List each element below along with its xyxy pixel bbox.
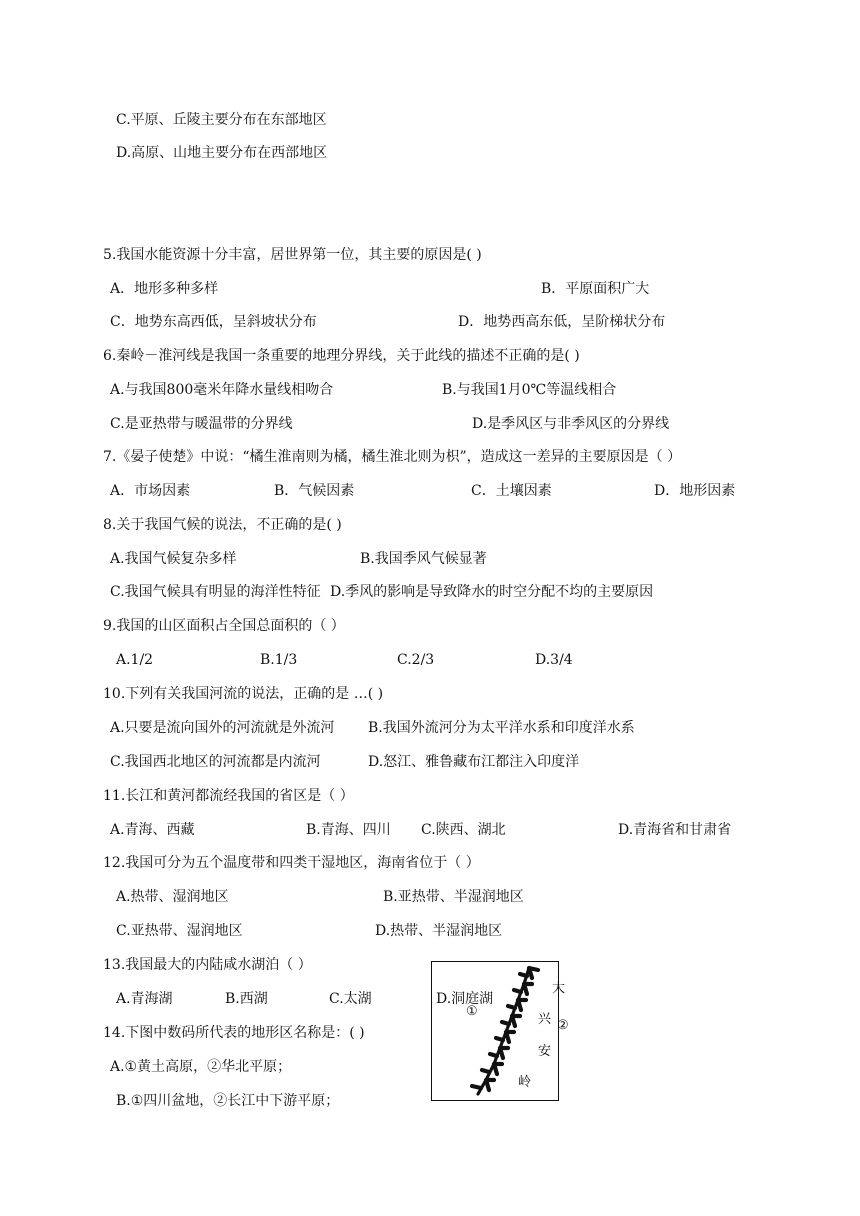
q14-option-a: A.①黄土高原，②华北平原； [110, 1059, 292, 1075]
q10-stem: 10.下列有关我国河流的说法，正确的是 …( ) [103, 686, 384, 702]
map-label-xing: 兴 [538, 1012, 552, 1027]
q8-stem: 8.关于我国气候的说法，不正确的是( ) [103, 517, 342, 533]
q8-option-a: A.我国气候复杂多样 [110, 551, 237, 567]
q7-option-c: C．土壤因素 [471, 483, 552, 499]
q8-option-c: C.我国气候具有明显的海洋性特征 [110, 584, 321, 600]
q13-option-c: C.太湖 [329, 991, 372, 1007]
q10-option-a: A.只要是流向国外的河流就是外流河 [110, 720, 335, 736]
q7-option-b: B．气候因素 [274, 483, 355, 499]
q9-option-d: D.3/4 [535, 652, 573, 668]
q14-stem: 14.下图中数码所代表的地形区名称是：( ) [103, 1025, 365, 1041]
q12-option-a: A.热带、湿润地区 [116, 889, 229, 905]
map-mark-1: ① [466, 1004, 478, 1019]
q4-option-c: C.平原、丘陵主要分布在东部地区 [116, 112, 327, 128]
q5-option-d: D．地势西高东低，呈阶梯状分布 [458, 314, 666, 330]
q7-stem: 7.《晏子使楚》中说：“橘生淮南则为橘，橘生淮北则为枳”，造成这一差异的主要原因是（ ） [103, 449, 682, 465]
q10-option-b: B.我国外流河分为太平洋水系和印度洋水系 [368, 720, 635, 736]
q11-option-c: C.陕西、湖北 [421, 822, 506, 838]
q5-option-c: C．地势东高西低，呈斜坡状分布 [110, 314, 317, 330]
q11-option-d: D.青海省和甘肃省 [618, 822, 732, 838]
q6-option-d: D.是季风区与非季风区的分界线 [472, 416, 670, 432]
q5-option-b: B．平原面积广大 [541, 281, 650, 297]
q10-option-d: D.怒江、雅鲁藏布江都注入印度洋 [368, 754, 580, 770]
q6-option-c: C.是亚热带与暖温带的分界线 [110, 416, 293, 432]
q7-option-a: A．市场因素 [110, 483, 191, 499]
mountain-range-symbol [432, 962, 560, 1102]
q8-option-d: D.季风的影响是导致降水的时空分配不均的主要原因 [330, 584, 654, 600]
q14-option-b: B.①四川盆地，②长江中下游平原； [116, 1093, 340, 1109]
q10-option-c: C.我国西北地区的河流都是内流河 [110, 754, 321, 770]
q8-option-b: B.我国季风气候显著 [360, 551, 487, 567]
q12-stem: 12.我国可分为五个温度带和四类干湿地区，海南省位于（ ） [103, 855, 480, 871]
q6-option-b: B.与我国1月0℃等温线相合 [442, 382, 617, 398]
q13-option-a: A.青海湖 [116, 991, 173, 1007]
q11-stem: 11.长江和黄河都流经我国的省区是（ ） [103, 788, 354, 804]
q4-option-d: D.高原、山地主要分布在西部地区 [116, 145, 328, 161]
q9-option-a: A.1/2 [116, 652, 154, 668]
q9-stem: 9.我国的山区面积占全国总面积的（ ） [103, 618, 345, 634]
map-label-da: 大 [552, 981, 566, 996]
q12-option-d: D.热带、半湿润地区 [375, 923, 503, 939]
q11-option-a: A.青海、西藏 [110, 822, 195, 838]
q5-stem: 5.我国水能资源十分丰富，居世界第一位，其主要的原因是( ) [103, 247, 482, 263]
q9-option-c: C.2/3 [397, 652, 435, 668]
q6-stem: 6.秦岭－淮河线是我国一条重要的地理分界线，关于此线的描述不正确的是( ) [103, 348, 580, 364]
q12-option-c: C.亚热带、湿润地区 [116, 923, 243, 939]
q13-option-b: B.西湖 [225, 991, 268, 1007]
q13-stem: 13.我国最大的内陆咸水湖泊（ ） [103, 957, 312, 973]
map-label-an: 安 [538, 1044, 552, 1059]
map-label-ling: 岭 [518, 1075, 532, 1090]
map-mark-2: ② [557, 1018, 569, 1033]
q12-option-b: B.亚热带、半湿润地区 [383, 889, 524, 905]
terrain-map-figure [431, 961, 559, 1101]
q9-option-b: B.1/3 [260, 652, 298, 668]
q5-option-a: A．地形多种多样 [110, 281, 219, 297]
q7-option-d: D．地形因素 [654, 483, 736, 499]
q6-option-a: A.与我国800毫米年降水量线相吻合 [110, 382, 334, 398]
q11-option-b: B.青海、四川 [306, 822, 391, 838]
q13-option-d: D.洞庭湖 [436, 991, 494, 1007]
